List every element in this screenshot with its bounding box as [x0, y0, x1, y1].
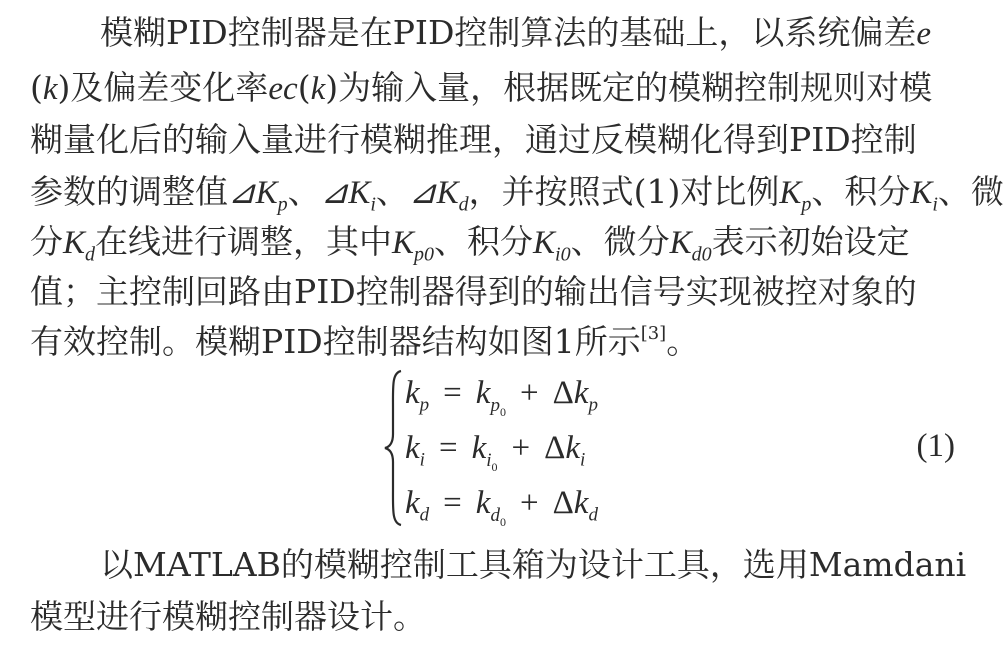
subscript: d0	[691, 243, 712, 266]
paragraph-2-line-2	[30, 597, 965, 637]
plus-sign: +	[511, 430, 531, 466]
equals-sign: =	[438, 430, 458, 466]
text-segment: 、积分	[811, 172, 911, 211]
variable-K: K	[779, 175, 802, 211]
variable-k: k	[310, 71, 326, 107]
equals-sign: =	[443, 485, 462, 521]
text-segment: 参数的调整值	[30, 172, 228, 211]
text-segment: ，并按照式(1)对比例	[468, 172, 780, 211]
eq-symbol: k	[405, 375, 420, 411]
eq-symbol: k	[405, 430, 420, 466]
text-segment: 、微分	[570, 222, 670, 261]
paragraph-2-line-1	[100, 545, 965, 585]
delta-symbol: Δ	[544, 430, 566, 466]
text-segment: 模型进行模糊控制器设计。	[30, 597, 426, 636]
paragraph-1-line-1	[100, 13, 965, 53]
text-segment: 值；主控制回路由PID控制器得到的输出信号实现被控对象的	[30, 272, 917, 311]
eq-subscript: i	[419, 449, 425, 471]
eq-symbol: k	[475, 375, 491, 411]
variable-K: K	[910, 175, 933, 211]
eq-symbol: k	[405, 485, 420, 521]
variable-K: K	[255, 175, 278, 211]
plus-sign: +	[519, 485, 539, 521]
variable-e: e	[916, 16, 932, 52]
delta-symbol: ⊿	[228, 175, 256, 211]
paragraph-1-line-6	[30, 272, 965, 312]
text-segment: 分	[30, 222, 63, 261]
variable-ec: ec	[268, 71, 298, 107]
eq-subscript: i	[486, 449, 492, 471]
eq-symbol: k	[573, 375, 589, 411]
separator: 、	[287, 172, 321, 211]
variable-K: K	[436, 175, 459, 211]
variable-K: K	[533, 225, 556, 261]
text-segment: 模糊PID控制器是在PID控制算法的基础上，以系统偏差	[100, 13, 917, 52]
variable-k: k	[42, 71, 58, 107]
delta-symbol: ⊿	[408, 175, 437, 211]
eq-subscript: p	[588, 394, 598, 416]
text-segment: 糊量化后的输入量进行模糊推理，通过反模糊化得到PID控制	[30, 120, 917, 159]
equation-row-ki	[405, 423, 585, 473]
subscript: d	[85, 243, 96, 266]
text-segment: 以MATLAB的模糊控制工具箱为设计工具，选用Mamdani	[100, 545, 967, 584]
text-segment: 。	[666, 322, 700, 361]
subscript: i	[932, 193, 938, 216]
subscript: i	[370, 193, 376, 216]
text-segment: 、积分	[434, 222, 534, 261]
left-brace-icon	[383, 368, 405, 528]
text-segment: (	[30, 68, 43, 107]
eq-subscript: d	[490, 504, 500, 526]
text-segment: 在线进行调整，其中	[95, 222, 393, 261]
variable-K: K	[63, 225, 86, 261]
citation-reference: [3]	[640, 323, 667, 344]
paragraph-1-line-2	[30, 68, 965, 108]
subscript: d	[458, 193, 469, 216]
delta-symbol: Δ	[552, 375, 574, 411]
subscript: p0	[414, 243, 435, 266]
delta-symbol: Δ	[552, 485, 574, 521]
equation-row-kd	[405, 478, 598, 528]
text-segment: (	[297, 68, 311, 107]
subscript: p	[801, 193, 812, 216]
text-segment: 表示初始设定	[711, 222, 910, 261]
eq-subsubscript: 0	[499, 404, 506, 419]
plus-sign: +	[519, 375, 539, 411]
eq-symbol: k	[471, 430, 487, 466]
eq-symbol: k	[565, 430, 581, 466]
text-segment: )及偏差变化率	[57, 68, 269, 107]
paragraph-1-line-3	[30, 120, 965, 160]
variable-K: K	[348, 175, 371, 211]
text-segment: )为输入量，根据既定的模糊控制规则对模	[325, 68, 933, 107]
text-segment: 有效控制。模糊PID控制器结构如图1所示	[30, 322, 641, 361]
eq-subscript: p	[419, 394, 430, 416]
paragraph-1-line-4	[30, 172, 1004, 216]
paragraph-1-line-7	[30, 322, 965, 362]
variable-K: K	[392, 225, 415, 261]
eq-subsubscript: 0	[499, 514, 506, 529]
equation-number: (1)	[916, 428, 955, 464]
eq-subsubscript: 0	[491, 459, 498, 474]
eq-symbol: k	[573, 485, 589, 521]
equation-block	[383, 368, 963, 528]
variable-K: K	[669, 225, 692, 261]
equals-sign: =	[443, 375, 462, 411]
text-segment: 、微	[937, 172, 1004, 211]
equation-row-kp	[405, 368, 598, 418]
eq-subscript: p	[490, 394, 500, 416]
eq-subscript: i	[580, 449, 586, 471]
eq-subscript: d	[588, 504, 598, 526]
paragraph-1-line-5	[30, 222, 965, 266]
separator: 、	[375, 172, 409, 211]
delta-symbol: ⊿	[320, 175, 349, 211]
subscript: i0	[555, 243, 571, 266]
eq-subscript: d	[419, 504, 430, 526]
eq-symbol: k	[475, 485, 491, 521]
subscript: p	[277, 193, 288, 216]
